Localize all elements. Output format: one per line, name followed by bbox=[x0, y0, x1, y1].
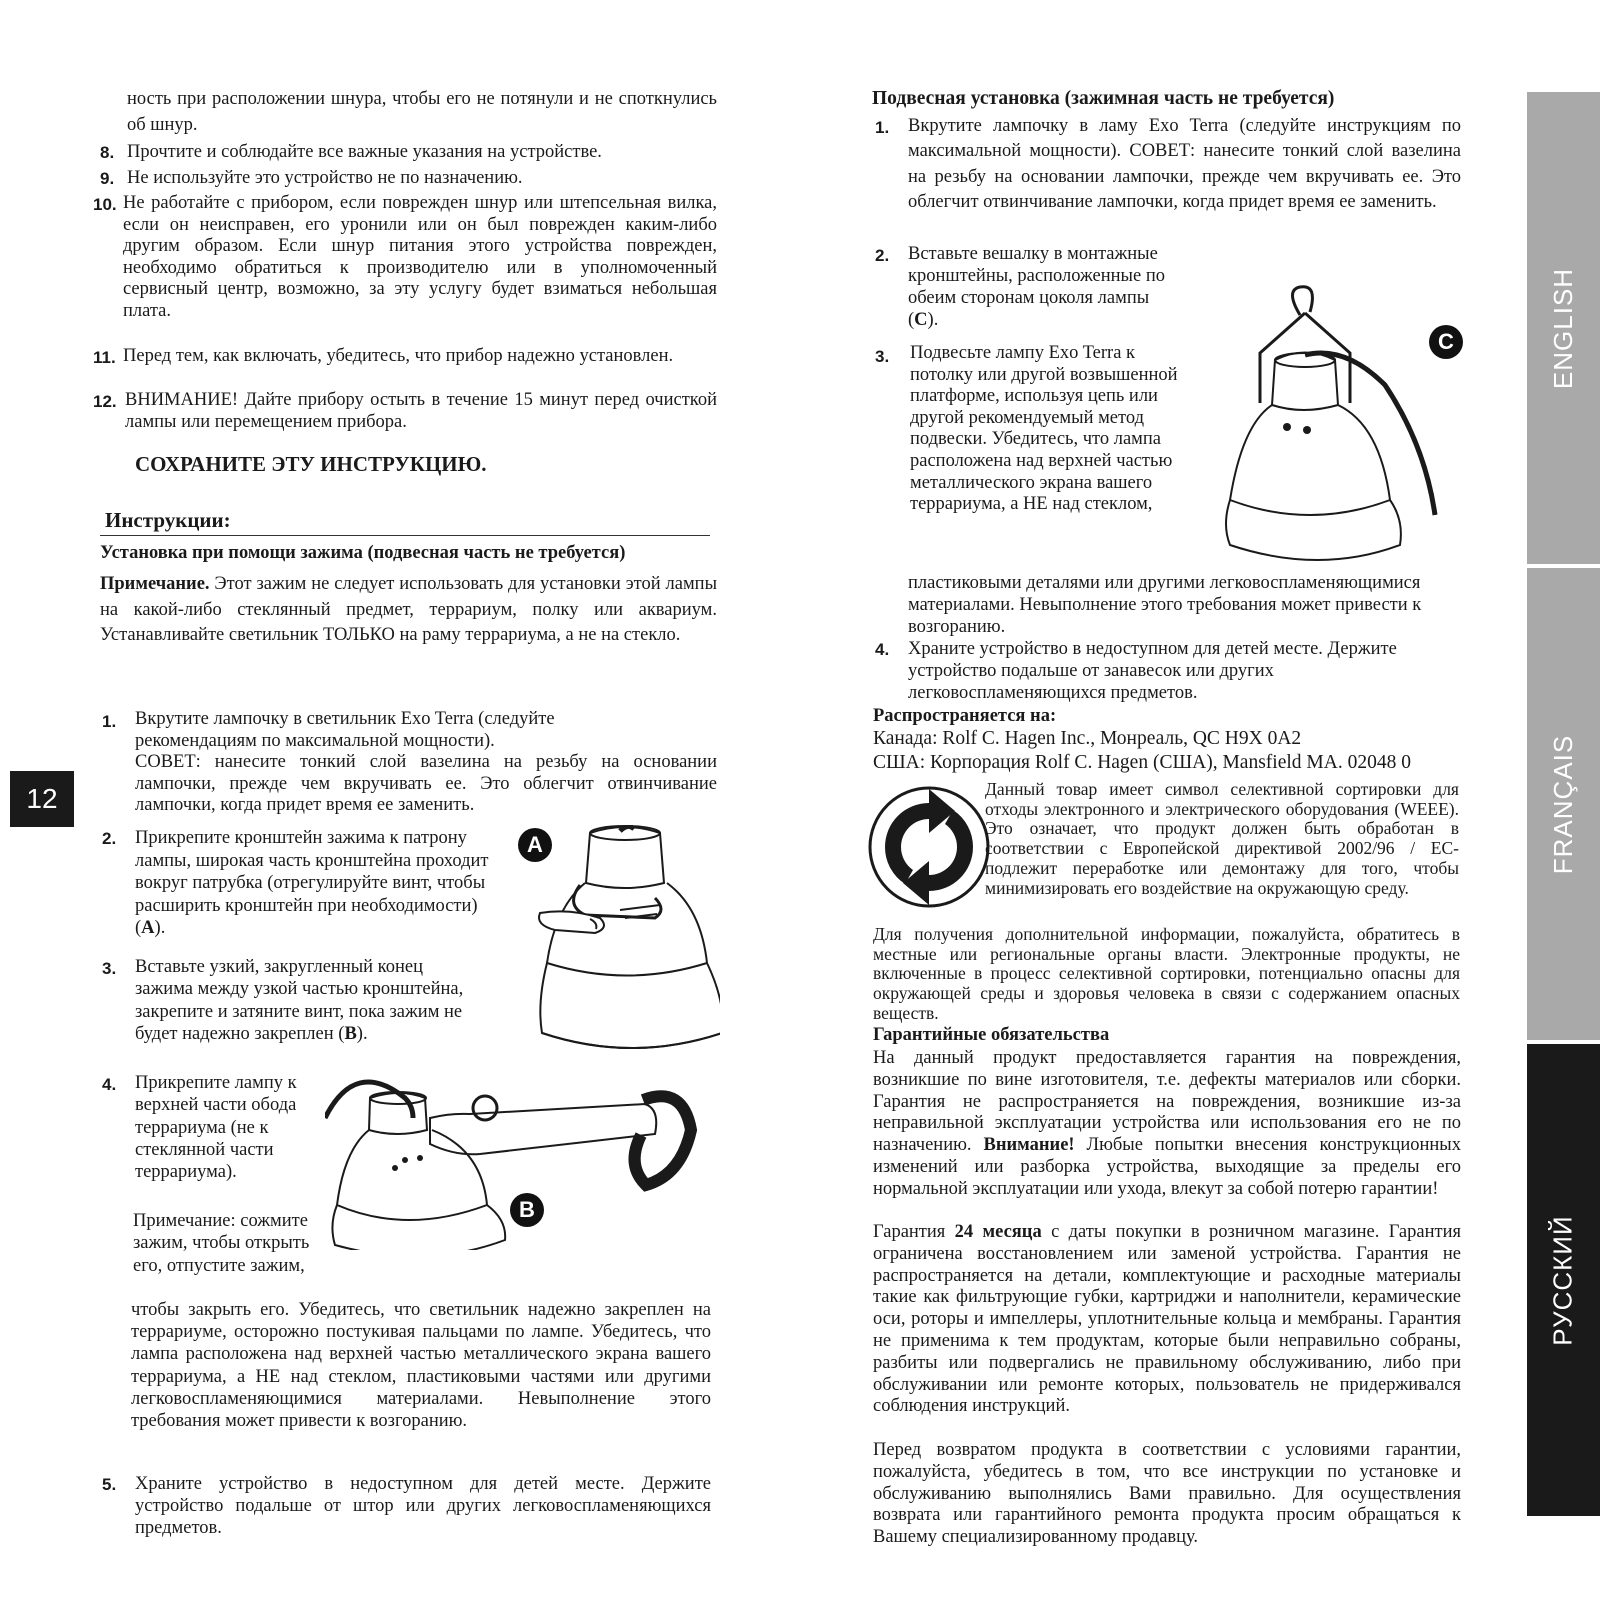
clamp-note-label: Примечание. bbox=[100, 574, 210, 594]
instructions-heading: Инструкции: bbox=[105, 508, 231, 532]
info-text: Для получения дополнительной информации, пожалуйста, обратитесь в местные или региональные органы власти. Электронные продукты, не включенные в процесс селективной сортировки, потенциально опасны для окружающей среды и здоровья человека в связи с содержанием опасных веществ. bbox=[873, 924, 1460, 1023]
clamp-step-number: 1. bbox=[102, 712, 117, 731]
safety-item-text: Не работайте с прибором, если поврежден шнур или штепсельная вилка, если он неисправен, его уронили или он был поврежден каким-либо другим образом. Если шнур питания этого устройства поврежден, необходимо обратиться к производителю или в уполномоченный сервисный центр, возможно, за эту услугу будет взиматься небольшая плата. bbox=[123, 193, 717, 321]
hang-step-2 bbox=[908, 243, 1168, 331]
clamp-step-number: 3. bbox=[102, 959, 117, 978]
safety-item-text: Перед тем, как включать, убедитесь, что прибор надежно установлен. bbox=[123, 346, 674, 366]
clamp-step-number: 4. bbox=[102, 1075, 117, 1094]
warranty-paragraph-2 bbox=[873, 1222, 1461, 1418]
clamp-step-5-text: Храните устройство в недоступном для детей месте. Держите устройство подальше от штор или других легковоспламеняющихся предметов. bbox=[135, 1474, 711, 1538]
warranty-attention: Внимание! bbox=[983, 1135, 1075, 1156]
hang-step-2-ref: C bbox=[914, 310, 928, 330]
clamp-step-number: 2. bbox=[102, 829, 117, 848]
clamp-note-text: Этот зажим не следует использовать для установки этой лампы на какой-либо стеклянный предмет, террариум, полку или аквариум. Устанавливайте светильник ТОЛЬКО на раму террариума, а не на стекло. bbox=[100, 574, 717, 645]
tab-russian[interactable] bbox=[1527, 1044, 1600, 1516]
safety-item-text: Прочтите и соблюдайте все важные указания на устройстве. bbox=[127, 142, 602, 162]
clamp-step-4-continued: чтобы закрыть его. Убедитесь, что светильник надежно закреплен на террариуме, осторожно постукивая пальцами по лампе. Убедитесь, что лампа расположена над верхней частью металлического экрана вашего террариума, а НЕ над стеклом, пластиковыми частями или другими легковоспламеняющимися материалами. Невыполнение этого требования может привести к возгоранию. bbox=[131, 1300, 711, 1432]
tab-english[interactable] bbox=[1527, 92, 1600, 564]
clamp-step-2-text: Прикрепите кронштейн зажима к патрону лампы, широкая часть кронштейна проходит вокруг патрубка (отрегулируйте винт, чтобы расширить кронштейн при необходимости) bbox=[135, 828, 489, 916]
hang-step-number: 2. bbox=[875, 246, 890, 265]
tab-english-label: ENGLISH bbox=[1548, 267, 1578, 389]
recycling-symbol-icon bbox=[867, 785, 991, 909]
safety-item-number: 10. bbox=[93, 195, 117, 214]
tab-francais[interactable] bbox=[1527, 568, 1600, 1040]
figure-c-label: C bbox=[1429, 325, 1463, 359]
warranty-months: 24 месяца bbox=[954, 1222, 1042, 1242]
weee-text: Данный товар имеет символ селективной сортировки для отходы электронного и электрического оборудования (WEEE). Это означает, что продукт должен быть обработан в соответствии с Европейской директивой 2002/96 / EC- подлежит переработке или демонтажу для того, чтобы минимизировать его воздействие на окружающую среду. bbox=[985, 779, 1459, 898]
clamp-step-number: 5. bbox=[102, 1475, 117, 1494]
warranty-paragraph-1 bbox=[873, 1048, 1461, 1201]
tab-francais-label: FRANÇAIS bbox=[1548, 734, 1578, 874]
clamp-step-4-note: Примечание: сожмите зажим, чтобы открыть его, отпустите зажим, bbox=[133, 1211, 310, 1276]
clamp-step-3-end: . bbox=[362, 1023, 368, 1044]
safety-item-number: 12. bbox=[93, 392, 117, 411]
warranty-heading: Гарантийные обязательства bbox=[873, 1025, 1110, 1045]
tab-russian-label: РУССКИЙ bbox=[1548, 1214, 1578, 1346]
safety-item-text: Не используйте это устройство не по назначению. bbox=[127, 168, 523, 188]
warranty-p1b: Любые попытки внесения конструкционных изменений или разборка устройства, выходящие за пределы его нормальной эксплуатации или ухода, влекут за собой потерю гарантии! bbox=[873, 1135, 1461, 1199]
figure-a-illustration bbox=[530, 825, 720, 1060]
usa-address: США: Корпорация Rolf C. Hagen (США), Mansfield MA. 02048 0 bbox=[873, 752, 1411, 773]
safety-item-number: 9. bbox=[100, 169, 115, 188]
hang-step-1-text: Вкрутите лампочку в ламу Exo Terra (следуйте инструкциям по максимальной мощности). СОВЕТ: нанесите тонкий слой вазелина на резьбу на основании лампочки, прежде чем вкручивать ее. Это облегчит отвинчивание лампочки, когда придет время ее заменить. bbox=[908, 116, 1461, 212]
safety-item-text: ВНИМАНИЕ! Дайте прибору остыть в течение 15 минут перед очисткой лампы или перемещением прибора. bbox=[125, 390, 717, 432]
warranty-p2b: с даты покупки в розничном магазине. Гарантия ограничена восстановлением или заменой устройства. Гарантия не распространяется на детали, комплектующие и расходные материалы такие как фильтрующие губки, картриджи и наполнители, керамические оси, роторы и импеллеры, уплотнительные кольца и мембраны. Гарантия не применима к тем продуктам, которые были неправильно собраны, разбиты или подвергались не правильному обслуживанию, либо при обслуживании или ремонте которых, пользователь не придерживался соблюдения инструкций. bbox=[873, 1222, 1461, 1417]
figure-b-label: B bbox=[510, 1193, 544, 1227]
hang-step-number: 3. bbox=[875, 347, 890, 366]
canada-address: Канада: Rolf C. Hagen Inc., Монреаль, QC H9X 0A2 bbox=[873, 728, 1302, 749]
clamp-step-1-text: Вкрутите лампочку в светильник Exo Terra (следуйте рекомендациям по максимальной мощности). bbox=[135, 709, 555, 751]
warranty-p2a: Гарантия bbox=[873, 1222, 955, 1242]
instructions-rule bbox=[100, 535, 710, 536]
safety-item-number: 11. bbox=[93, 348, 116, 367]
hang-step-2-text: Вставьте вешалку в монтажные кронштейны, расположенные по обеим сторонам цоколя лампы ( bbox=[908, 244, 1165, 330]
hang-step-3-continued: пластиковыми деталями или другими легковоспламеняющимися материалами. Невыполнение этого требования может привести к возгоранию. bbox=[908, 573, 1422, 637]
clamp-step-2-ref: A bbox=[141, 918, 155, 938]
page-number: 12 bbox=[10, 771, 74, 827]
clamp-step-1-tip: СОВЕТ: нанесите тонкий слой вазелина на резьбу на основании лампочки, прежде чем вкручивать ее. Это облегчит отвинчивание лампочки, когда придет время ее заменить. bbox=[135, 752, 717, 815]
safety-intro: ность при расположении шнура, чтобы его не потянули и не споткнулись об шнур. bbox=[127, 89, 717, 135]
figure-a-label: A bbox=[518, 828, 552, 862]
clamp-step-2: Прикрепите кронштейн зажима к патрону лампы, широкая часть кронштейна проходит вокруг патрубка (отрегулируйте винт, чтобы расширить кронштейн при необходимости) (A). bbox=[135, 828, 489, 938]
clamp-step-1 bbox=[135, 709, 717, 817]
hang-step-2-end: ). bbox=[927, 310, 939, 330]
clamp-step-4-text: Прикрепите лампу к верхней части обода террариума (не к стеклянной части террариума). bbox=[135, 1073, 297, 1183]
hang-step-4-text: Храните устройство в недоступном для детей месте. Держите устройство подальше от занавесок или других легковоспламеняющихся предметов. bbox=[908, 639, 1397, 703]
clamp-heading: Установка при помощи зажима (подвесная часть не требуется) bbox=[100, 543, 626, 563]
warranty-p1a: На данный продукт предоставляется гарантия на повреждения, возникшие по вине изготовителя, т.е. дефекты материалов или сборки. Гарантия не распространяется на повреждения, возникшие из-за неправильной эксплуатации устройства или использования его не по назначению. bbox=[873, 1048, 1461, 1156]
clamp-step-2-end: . bbox=[160, 918, 166, 938]
clamp-step-3: Вставьте узкий, закругленный конец зажима между узкой частью кронштейна, закрепите и затяните винт, пока зажим не будет надежно закреплен (B). bbox=[135, 957, 464, 1044]
warranty-paragraph-3: Перед возвратом продукта в соответствии с условиями гарантии, пожалуйста, убедитесь в том, что все инструкции по установке и обслуживанию выполнялись Вами правильно. Для осуществления возврата или гарантийного ремонта продукта просим обращаться к Вашему специализированному продавцу. bbox=[873, 1440, 1461, 1548]
save-heading: СОХРАНИТЕ ЭТУ ИНСТРУКЦИЮ. bbox=[135, 452, 487, 476]
hang-heading: Подвесная установка (зажимная часть не требуется) bbox=[872, 88, 1335, 109]
hang-step-3-text: Подвесьте лампу Exo Terra к потолку или другой возвышенной платформе, используя цепь или другой рекомендуемый метод подвески. Убедитесь, что лампа расположена над верхней частью металлического экрана вашего террариума, а НЕ над стеклом, bbox=[910, 343, 1178, 515]
clamp-step-3-text: Вставьте узкий, закругленный конец зажима между узкой частью кронштейна, закрепите и затяните винт, пока зажим не будет надежно закреплен bbox=[135, 957, 464, 1044]
distributed-heading: Распространяется на: bbox=[873, 706, 1057, 726]
hang-step-number: 4. bbox=[875, 640, 890, 659]
hang-step-number: 1. bbox=[875, 118, 890, 137]
safety-item-number: 8. bbox=[100, 143, 115, 162]
clamp-step-3-ref: B bbox=[344, 1023, 357, 1044]
clamp-note bbox=[100, 572, 717, 649]
